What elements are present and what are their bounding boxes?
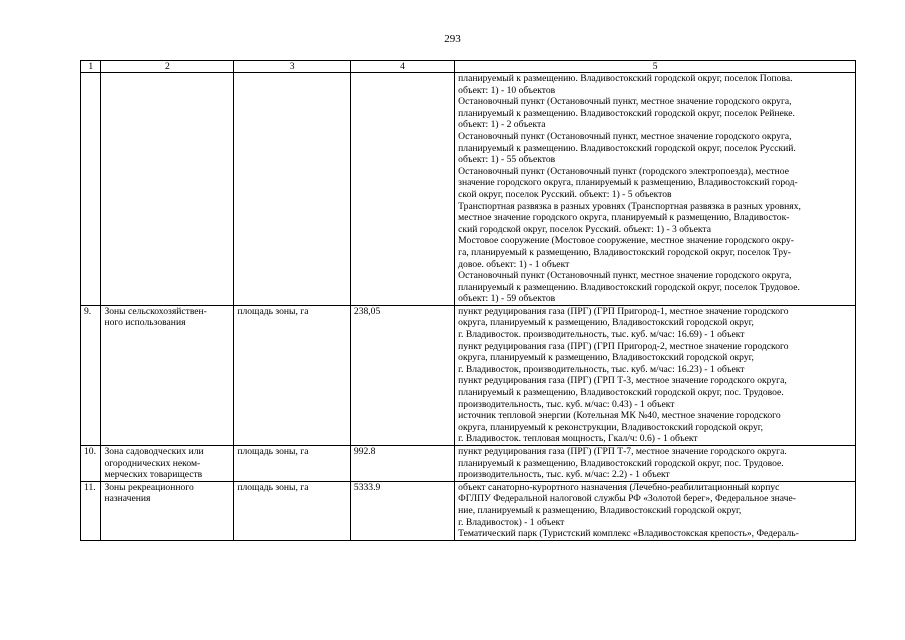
description-line: г. Владивосток) - 1 объект [458,516,565,528]
zone-name-line: Зоны сельскохозяйствен- [104,305,207,317]
description-line: производительность, тыс. куб. м/час: 2.2) - 1 объект [458,469,670,481]
parameter: площадь зоны, га [234,446,351,482]
objects-description [455,305,856,445]
description-line: Транспортная развязка в разных уровнях (Транспортная развязка в разных уровнях, [458,200,801,212]
planning-table [80,60,856,541]
row-number [81,73,101,306]
zone-name [101,446,234,482]
zone-name-line: ного использования [104,317,186,329]
header-cell: 5 [455,61,856,73]
parameter: площадь зоны, га [234,305,351,445]
description-line: пункт редуцирования газа (ПРГ) (ГРП Т-3, местное значение городского округа, [458,375,787,387]
description-line: Остановочный пункт (Остановочный пункт, местное значение городского округа, [458,96,792,108]
description-line: объект: 1) - 10 объектов [458,84,556,96]
description-line: планируемый к размещению. Владивостокский городской округ, поселок Трудовое. [458,281,800,293]
description-line: объект: 1) - 59 объектов [458,293,556,305]
zone-name [101,305,234,445]
description-line: планируемый к размещению. Владивостокский городской округ, поселок Попова. [458,73,793,84]
description-line: планируемый к размещению. Владивостокский городской округ, поселок Рейнеке. [458,107,795,119]
header-cell: 2 [101,61,234,73]
description-line: округа, планируемый к размещению, Владивостокский городской округ, [458,317,754,329]
description-line: объект: 1) - 2 объекта [458,119,546,131]
header-cell: 3 [234,61,351,73]
table-row [81,446,856,482]
zone-name-line: Зоны рекреационного [104,481,194,493]
description-line: Остановочный пункт (Остановочный пункт, местное значение городского округа, [458,130,792,142]
objects-description [455,73,856,306]
row-number: 10. [81,446,101,482]
description-line: значение городского округа, планируемый к размещению, Владивостокский город- [458,177,798,189]
zone-name [101,481,234,540]
table-header-row [81,61,856,73]
description-line: объект санаторно-курортного назначения (Лечебно-реабилитационный корпус [458,481,780,493]
description-line: пункт редуцирования газа (ПРГ) (ГРП Пригород-1, местное значение городского [458,305,789,317]
row-number: 11. [81,481,101,540]
description-line: местное значение городского округа, планируемый к размещению, Владивосток- [458,212,790,224]
description-line: довое. объект: 1) - 1 объект [458,258,570,270]
header-cell: 1 [81,61,101,73]
description-line: планируемый к размещению. Владивостокский городской округ, поселок Русский. [458,142,796,154]
description-line: ние, планируемый к размещению, Владивостокский городской округ, [458,504,742,516]
description-line: округа, планируемый к реконструкции, Владивостокский городской округ, [458,421,764,433]
parameter-value: 238,05 [350,305,454,445]
parameter-value [350,73,454,306]
objects-description [455,446,856,482]
description-line: округа, планируемый к размещению, Владивостокский городской округ, [458,352,754,364]
description-line: объект: 1) - 55 объектов [458,154,556,166]
row-number: 9. [81,305,101,445]
table-row [81,305,856,445]
description-line: планируемый к размещению, Владивостокский городской округ, пос. Трудовое. [458,387,784,399]
zone-name-line: Зона садоводческих или [104,446,204,457]
description-line: г. Владивосток. производительность, тыс. куб. м/час: 16.69) - 1 объект [458,329,745,341]
description-line: Остановочный пункт (Остановочный пункт (городского электропоезда), местное [458,165,789,177]
description-line: га, планируемый к размещению, Владивостокский городской округ, поселок Тру- [458,246,791,258]
parameter: площадь зоны, га [234,481,351,540]
table-row [81,481,856,540]
description-line: ФГЛПУ Федеральной налоговой службы РФ «Золотой берег», Федеральное значе- [458,493,796,505]
description-line: производительность, тыс. куб. м/час: 0.43) - 1 объект [458,398,675,410]
description-line: Мостовое сооружение (Мостовое сооружение, местное значение городского окру- [458,235,794,247]
zone-name-line: огороднических неком- [104,457,201,469]
zone-name [101,73,234,306]
description-line: ской округ, поселок Русский. объект: 1) - 5 объектов [458,188,672,200]
header-cell: 4 [350,61,454,73]
page-number: 293 [444,33,461,45]
description-line: г. Владивосток. тепловая мощность, Гкал/ч: 0.6) - 1 объект [458,433,698,445]
zone-name-line: назначения [104,493,151,505]
description-line: пункт редуцирования газа (ПРГ) (ГРП Т-7, местное значение городского округа. [458,446,787,457]
description-line: пункт редуцирования газа (ПРГ) (ГРП Пригород-2, местное значение городского [458,340,789,352]
description-line: планируемый к размещению, Владивостокский городской округ, пос. Трудовое. [458,457,784,469]
parameter [234,73,351,306]
description-line: источник тепловой энергии (Котельная МК №40, местное значение городского [458,410,781,422]
parameter-value: 5333.9 [350,481,454,540]
zone-name-line: мерческих товариществ [104,469,203,481]
description-line: ский городской округ, поселок Русский. объект: 1) - 3 объекта [458,223,711,235]
objects-description [455,481,856,540]
parameter-value: 992.8 [350,446,454,482]
table-row [81,73,856,306]
description-line: Тематический парк (Туристский комплекс «Владивостокская крепость», Федераль- [458,528,799,540]
description-line: Остановочный пункт (Остановочный пункт, местное значение городского округа, [458,270,792,282]
description-line: г. Владивосток, производительность, тыс. куб. м/час: 16.23) - 1 объект [458,363,745,375]
